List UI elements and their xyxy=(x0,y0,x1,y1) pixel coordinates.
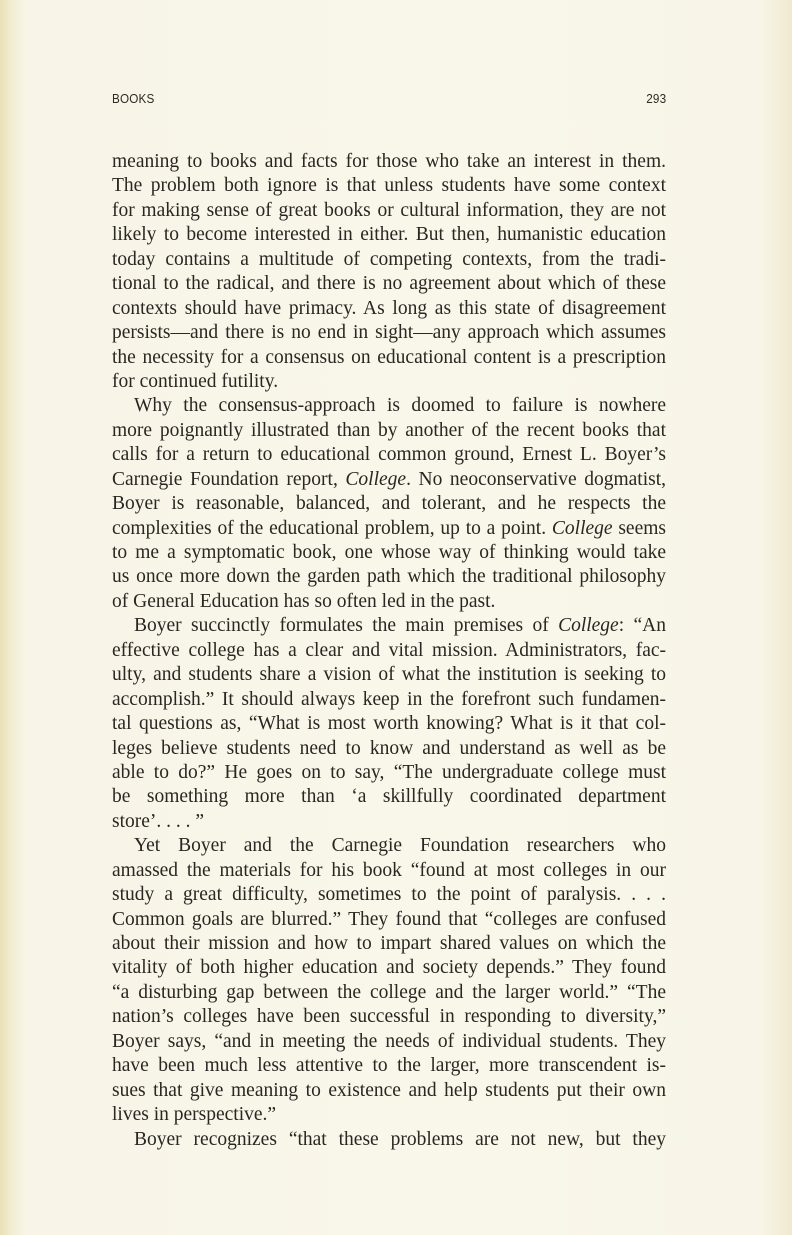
text-line: lives in perspective.” xyxy=(112,1104,277,1126)
italic-title: College xyxy=(551,517,613,539)
text-line: for making sense of great books or cultural information, they are not xyxy=(112,199,666,221)
text-line: persists—and there is no end in sight—any approach which assumes xyxy=(112,322,666,344)
paragraph xyxy=(112,394,666,614)
paragraph xyxy=(112,150,666,394)
text-line: nation’s colleges have been successful in responding to diversity,” xyxy=(112,1006,666,1028)
text-line: amassed the materials for his book “found at most colleges in our xyxy=(112,859,666,881)
text-line: vitality of both higher education and society depends.” They found xyxy=(112,957,666,979)
italic-title: College xyxy=(345,468,407,490)
text-line: effective college has a clear and vital mission. Administrators, fac- xyxy=(112,639,666,661)
running-header xyxy=(112,91,666,109)
text-line: Yet Boyer and the Carnegie Foundation researchers who xyxy=(134,835,666,857)
text-line: us once more down the garden path which the traditional philosophy xyxy=(112,566,666,588)
text-line: The problem both ignore is that unless students have some context xyxy=(112,175,666,197)
body-text xyxy=(112,150,666,1152)
text-line: Boyer recognizes “that these problems are not new, but they xyxy=(134,1128,666,1150)
text-line: calls for a return to educational common ground, Ernest L. Boyer’s xyxy=(112,444,666,466)
text-line: store’. . . . ” xyxy=(112,810,205,832)
text-line: study a great difficulty, sometimes to the point of paralysis. . . . xyxy=(112,884,666,906)
paragraph xyxy=(112,834,666,1127)
text-line: sues that give meaning to existence and help students put their own xyxy=(112,1079,666,1101)
text-line: ulty, and students share a vision of what the institution is seeking to xyxy=(112,664,666,686)
text-line: leges believe students need to know and understand as well as be xyxy=(112,737,666,759)
text-line: of General Education has so often led in the past. xyxy=(112,590,496,612)
text-line: about their mission and how to impart shared values on which the xyxy=(112,933,666,954)
page-number: 293 xyxy=(645,91,666,106)
text-line: Boyer succinctly formulates the main premises of College: “An xyxy=(134,615,666,637)
text-line: today contains a multitude of competing contexts, from the tradi- xyxy=(112,248,666,270)
text-line: Boyer is reasonable, balanced, and tolerant, and he respects the xyxy=(112,493,666,515)
text-line: complexities of the educational problem, up to a point. College seems xyxy=(112,517,666,539)
text-line: tional to the radical, and there is no agreement about which of these xyxy=(112,273,666,295)
text-line: likely to become interested in either. But then, humanistic education xyxy=(112,224,666,246)
text-line: Carnegie Foundation report, College. No neoconservative dogmatist, xyxy=(112,468,666,490)
text-line: accomplish.” It should always keep in the forefront such fundamen- xyxy=(112,688,666,710)
text-line: Common goals are blurred.” They found that “colleges are confused xyxy=(112,908,666,930)
text-line: able to do?” He goes on to say, “The undergraduate college must xyxy=(112,761,666,783)
text-line: “a disturbing gap between the college and the larger world.” “The xyxy=(112,981,666,1003)
section-title: BOOKS xyxy=(112,91,155,106)
text-line: Why the consensus-approach is doomed to failure is nowhere xyxy=(134,395,666,417)
text-line: be something more than ‘a skillfully coordinated department xyxy=(112,786,666,808)
paragraph xyxy=(112,1128,666,1152)
text-line: more poignantly illustrated than by another of the recent books that xyxy=(112,419,666,441)
text-line: for continued futility. xyxy=(112,370,279,392)
text-line: have been much less attentive to the larger, more transcendent is- xyxy=(112,1055,666,1077)
text-line: to me a symptomatic book, one whose way of thinking would take xyxy=(112,542,666,563)
paragraph xyxy=(112,614,666,834)
text-line: meaning to books and facts for those who take an interest in them. xyxy=(112,151,666,172)
italic-title: College xyxy=(558,615,619,637)
text-line: Boyer says, “and in meeting the needs of individual students. They xyxy=(112,1030,666,1052)
text-line: tal questions as, “What is most worth knowing? What is it that col- xyxy=(112,713,666,735)
text-line: contexts should have primacy. As long as this state of disagreement xyxy=(112,297,666,319)
text-line: the necessity for a consensus on educational content is a prescription xyxy=(112,346,666,368)
